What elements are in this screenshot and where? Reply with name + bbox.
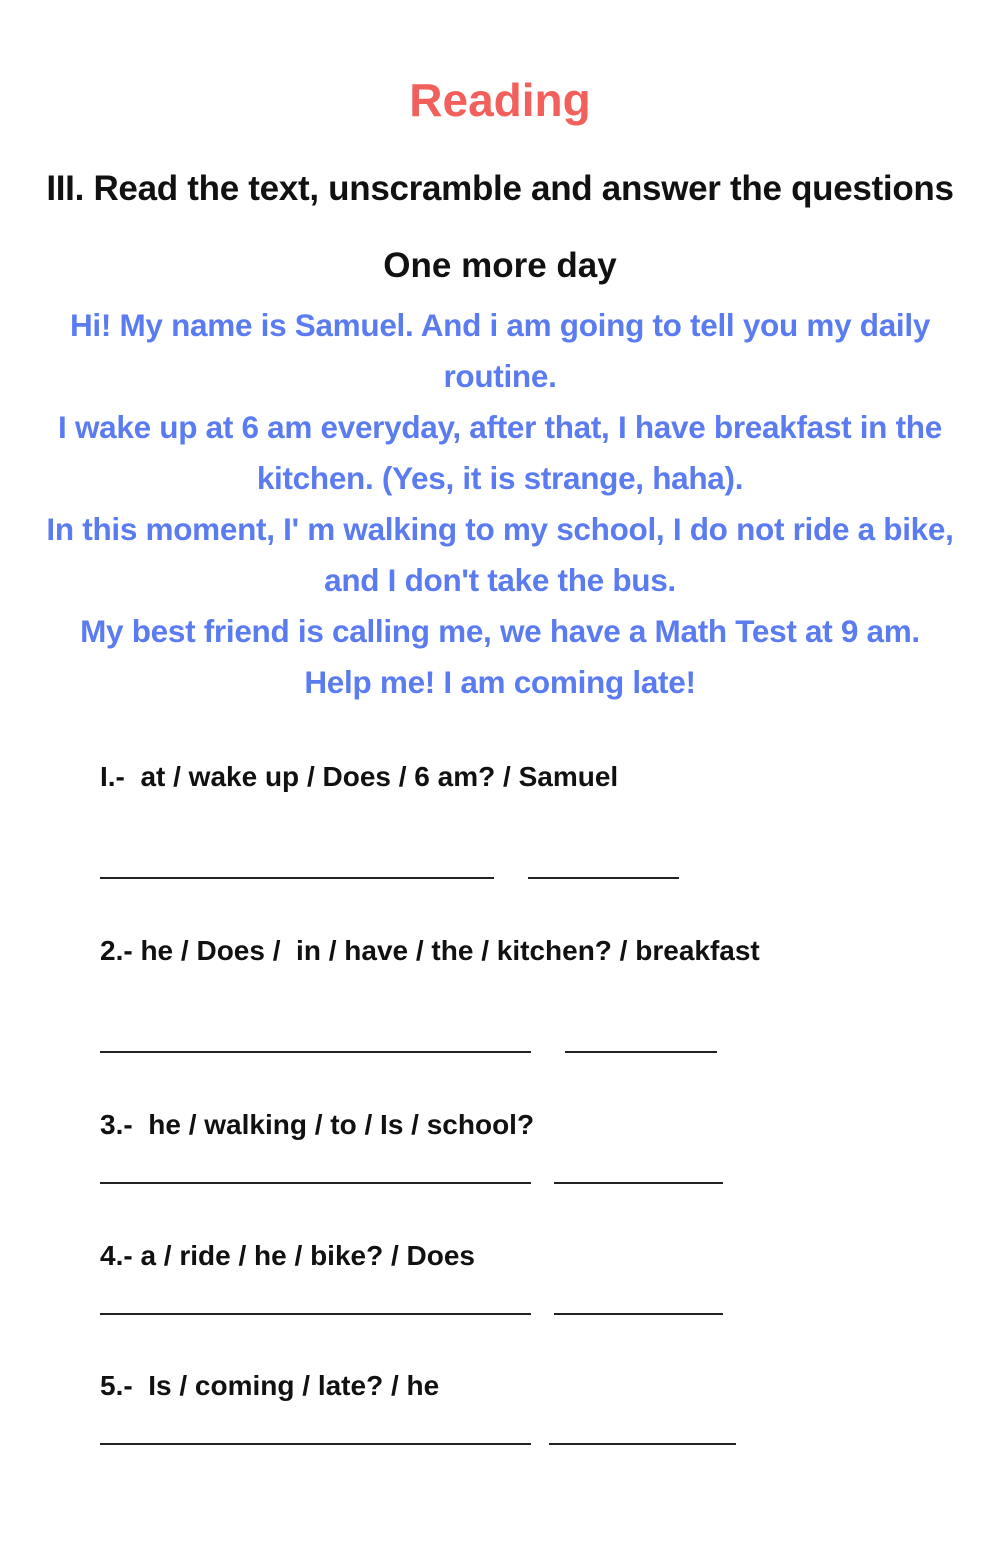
question-5: 5.- Is / coming / late? / he	[100, 1370, 440, 1401]
story-line: Hi! My name is Samuel. And i am going to tell you my daily	[69, 307, 931, 343]
answer-blank-3b[interactable]	[554, 1182, 723, 1184]
answer-blank-2a[interactable]	[100, 1051, 531, 1053]
answer-blank-1a[interactable]	[100, 877, 494, 879]
answer-blank-4a[interactable]	[100, 1313, 531, 1315]
answer-blank-4b[interactable]	[554, 1313, 723, 1315]
answer-blank-1b[interactable]	[528, 877, 679, 879]
answer-blank-5a[interactable]	[100, 1443, 531, 1445]
story-line: Help me! I am coming late!	[304, 664, 696, 700]
question-2: 2.- he / Does / in / have / the / kitchen? / breakfast	[100, 935, 760, 966]
instructions-heading: III. Read the text, unscramble and answer the questions	[46, 169, 954, 208]
story-text	[8, 300, 992, 708]
story-line: and I don't take the bus.	[324, 562, 676, 598]
story-line: I wake up at 6 am everyday, after that, I have breakfast in the	[58, 409, 942, 445]
answer-blank-5b[interactable]	[549, 1443, 736, 1445]
story-line: In this moment, I' m walking to my school, I do not ride a bike,	[46, 511, 954, 547]
answer-blank-3a[interactable]	[100, 1182, 531, 1184]
question-3: 3.- he / walking / to / Is / school?	[100, 1109, 535, 1140]
story-line: kitchen. (Yes, it is strange, haha).	[256, 460, 744, 496]
story-title: One more day	[383, 246, 617, 285]
question-1: I.- at / wake up / Does / 6 am? / Samuel	[100, 761, 619, 792]
story-line: routine.	[443, 358, 557, 394]
answer-blank-2b[interactable]	[565, 1051, 717, 1053]
page-title: Reading	[409, 74, 591, 126]
story-line: My best friend is calling me, we have a Math Test at 9 am.	[80, 613, 920, 649]
question-4: 4.- a / ride / he / bike? / Does	[100, 1240, 476, 1271]
